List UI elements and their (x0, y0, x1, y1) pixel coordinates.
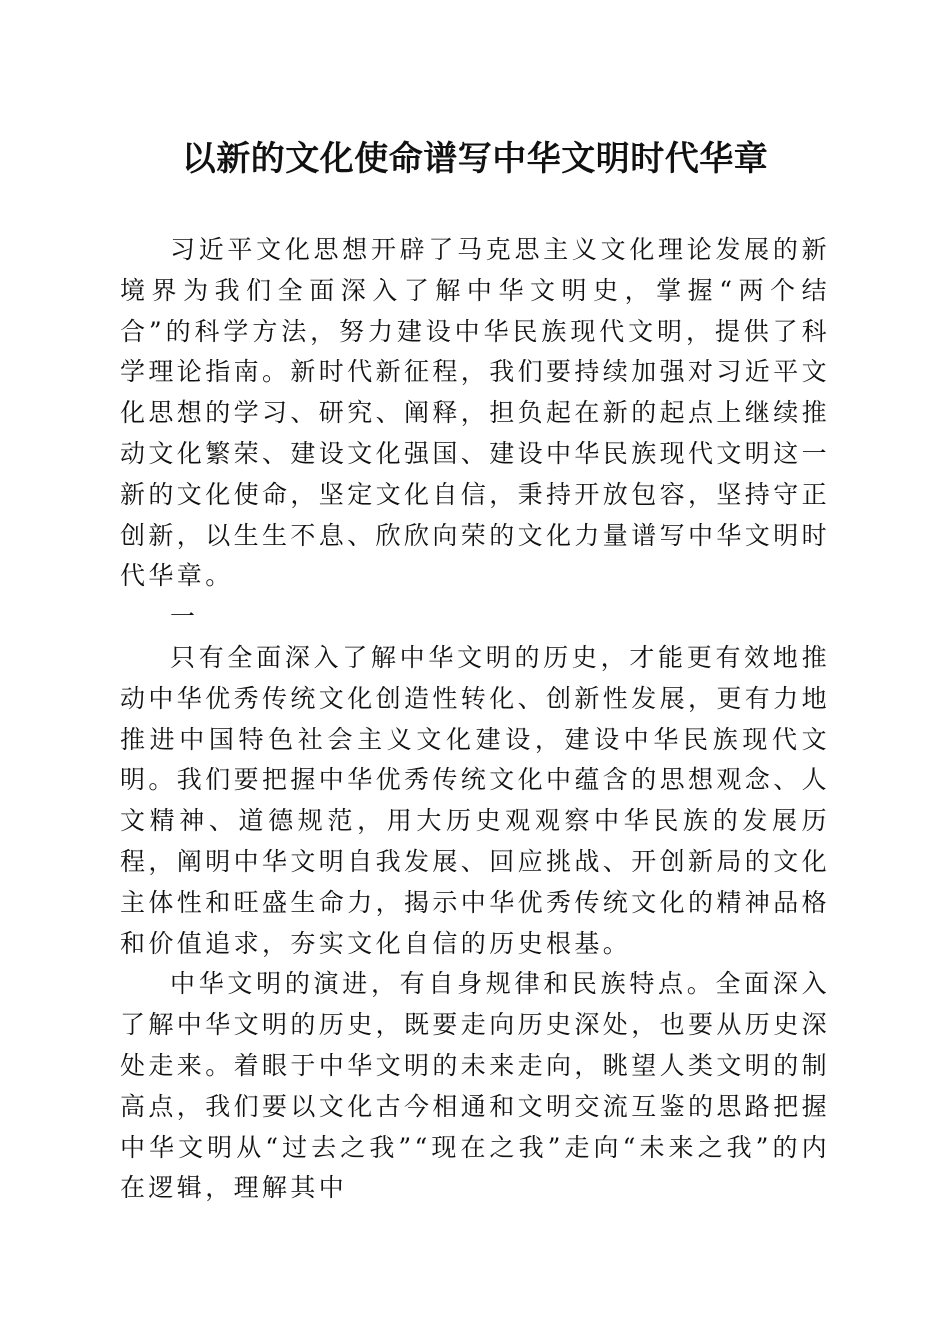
intro-paragraph: 习近平文化思想开辟了马克思主义文化理论发展的新境界为我们全面深入了解中华文明史，掌握“两个结合”的科学方法，努力建设中华民族现代文明，提供了科学理论指南。新时代新征程，我们要持续加强对习近平文化思想的学习、研究、阐释，担负起在新的起点上继续推动文化繁荣、建设文化强国、建设中华民族现代文明这一新的文化使命，坚定文化自信，秉持开放包容，坚持守正创新，以生生不息、欣欣向荣的文化力量谱写中华文明时代华章。 (120, 235, 831, 591)
document-title: 以新的文化使命谱写中华文明时代华章 (181, 139, 769, 179)
section-one-paragraph-2: 中华文明的演进，有自身规律和民族特点。全面深入了解中华文明的历史，既要走向历史深处，也要从历史深处走来。着眼于中华文明的未来走向，眺望人类文明的制高点，我们要以文化古今相通和文明交流互鉴的思路把握中华文明从“过去之我”“现在之我”走向“未来之我”的内在逻辑，理解其中 (120, 969, 831, 1203)
section-number-one: 一 (170, 602, 199, 632)
document-body (120, 230, 830, 1209)
section-one-paragraph-1: 只有全面深入了解中华文明的历史，才能更有效地推动中华优秀传统文化创造性转化、创新性发展，更有力地推进中国特色社会主义文化建设，建设中华民族现代文明。我们要把握中华优秀传统文化中蕴含的思想观念、人文精神、道德规范，用大历史观观察中华民族的发展历程，阐明中华文明自我发展、回应挑战、开创新局的文化主体性和旺盛生命力，揭示中华优秀传统文化的精神品格和价值追求，夯实文化自信的历史根基。 (120, 642, 831, 958)
